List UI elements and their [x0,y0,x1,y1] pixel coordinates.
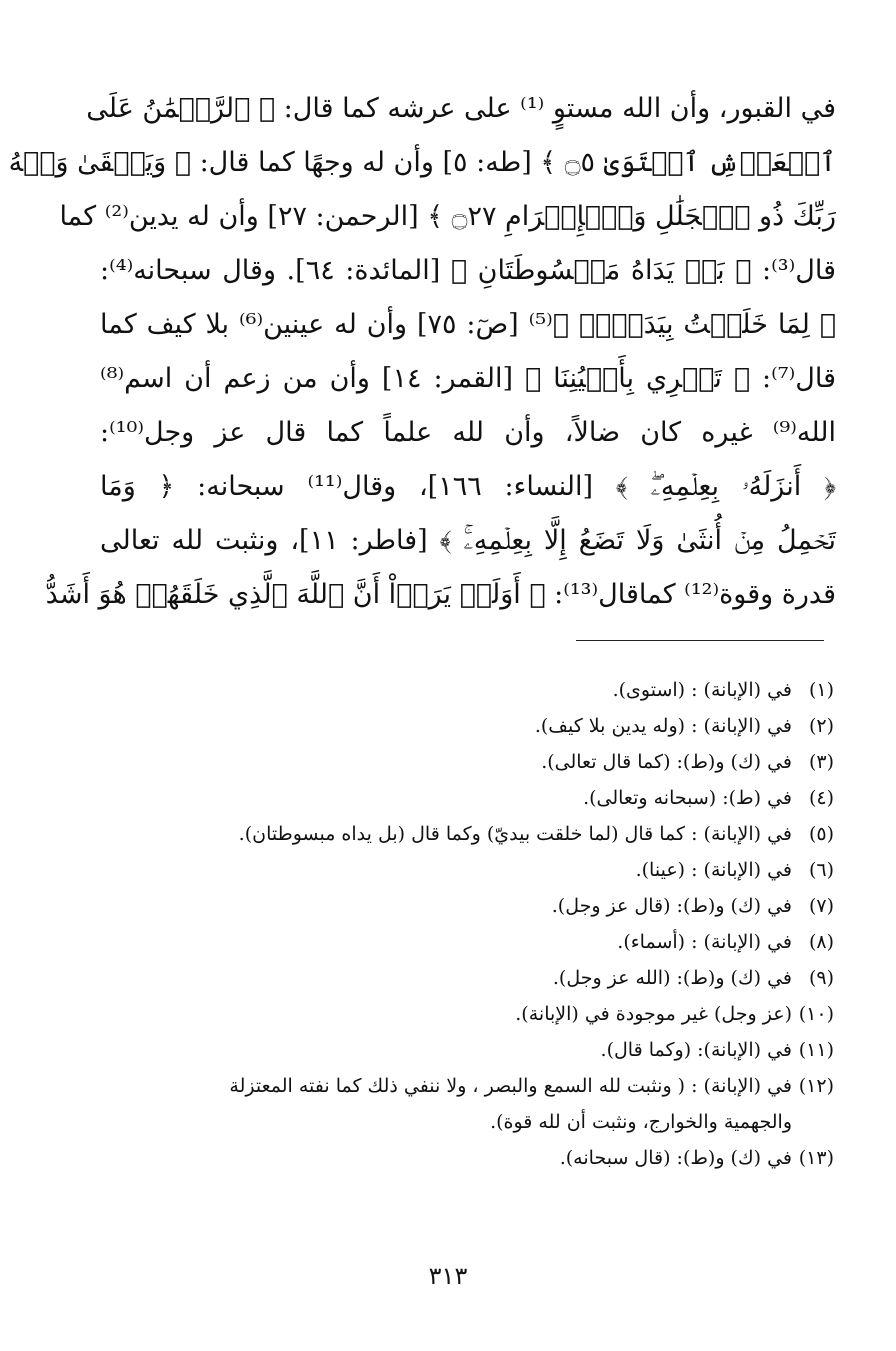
footnote [94,996,834,1032]
footnote-number: (١٢) [798,1075,834,1097]
footnote-number: (٧) [808,895,834,917]
footnote-text: في (ك) و(ط): (قال سبحانه). [559,1147,792,1169]
main-text [8,82,837,622]
footnote-text: (عز وجل) غير موجودة في (الإبانة). [515,1003,792,1025]
footnote-number: (٩) [808,967,834,989]
footnote-number: (١١) [798,1039,834,1061]
page-number: ٣١٣ [428,1262,468,1290]
footnote-number: (٤) [808,787,834,809]
footnote-number: (٦) [808,859,834,881]
text-line: رَبِّكَ ذُو ٱلۡجَلَٰلِ وَٱلۡإِكۡرَامِ ۝٢٧ ﴾ [الرحمن: ٢٧] وأن له يدين⁽²⁾ كما [59,201,836,232]
footnote-text: في (الإبانة) : (استوى). [612,679,792,701]
footnote-text: في (ك) و(ط): (الله عز وجل). [552,967,792,989]
text-line: تَحۡمِلُ مِنۡ أُنثَىٰ وَلَا تَضَعُ إِلَّا بِعِلۡمِهِۦۚ ﴾ [فاطر: ١١]، ونثبت لله تعالى [100,525,837,556]
text-line: قدرة وقوة⁽¹²⁾ كماقال⁽¹³⁾: ﴿ أَوَلَمۡ يَرَوۡاْ أَنَّ ٱللَّهَ ٱلَّذِي خَلَقَهُمۡ هُوَ أَشَدُّ [45,579,836,610]
footnote [94,960,834,996]
footnote [94,852,834,888]
footnote-text: في (ط): (سبحانه وتعالى). [583,787,792,809]
footnote-text: في (الإبانة) : (أسماء). [617,931,792,953]
text-line: قال⁽³⁾: ﴿ بَلۡ يَدَاهُ مَبۡسُوطَتَانِ ﴾ [المائدة: ٦٤]. وقال سبحانه⁽⁴⁾: [100,255,836,286]
footnote-text: في (الإبانة) : (وله يدين بلا كيف). [534,715,792,737]
footnote [94,1068,834,1104]
text-line: ﴿ أَنزَلَهُۥ بِعِلۡمِهِۦۖ ﴾ [النساء: ١٦٦]، وقال⁽¹¹⁾ سبحانه: ﴿ وَمَا [100,471,836,502]
footnote-number: (١٠) [798,1003,834,1025]
footnote [94,672,834,708]
footnotes [94,672,834,1176]
text-line: الله⁽⁹⁾ غيره كان ضالاً، وأن لله علماً كما قال عز وجل⁽¹⁰⁾: [100,417,836,448]
footnote [94,924,834,960]
footnote [94,1140,834,1176]
footnote-number: (١) [808,679,834,701]
footnote-divider [576,640,824,641]
text-line: ﴿ لِمَا خَلَقۡتُ بِيَدَيَّۖ ﴾⁽⁵⁾ [صٓ: ٧٥] وأن له عينين⁽⁶⁾ بلا كيف كما [100,309,836,340]
footnote-text: في (ك) و(ط): (قال عز وجل). [551,895,792,917]
footnote [94,888,834,924]
text-line: ٱلۡعَرۡشِ ٱسۡتَوَىٰ ۝٥ ﴾ [طه: ٥] وأن له وجهًا كما قال: ﴿ وَيَبۡقَىٰ وَجۡهُ [8,147,836,178]
footnote-continuation: والجهمية والخوارج، ونثبت أن لله قوة). [490,1111,792,1133]
footnote [94,780,834,816]
footnote-text: في (الإبانة): (وكما قال). [600,1039,792,1061]
footnote-text: في (الإبانة) : ( ونثبت لله السمع والبصر ، ولا ننفي ذلك كما نفته المعتزلة [229,1075,792,1097]
footnote-number: (٨) [808,931,834,953]
footnote-number: (١٣) [798,1147,834,1169]
footnote [94,1032,834,1068]
footnote-text: في (الإبانة) : كما قال (لما خلقت بيديّ) وكما قال (بل يداه مبسوطتان). [238,823,792,845]
footnote-number: (٢) [808,715,834,737]
footnote-text: في (الإبانة) : (عينا). [635,859,792,881]
footnote-number: (٣) [808,751,834,773]
footnote-number: (٥) [808,823,834,845]
footnote-text: في (ك) و(ط): (كما قال تعالى). [541,751,792,773]
text-line: قال⁽⁷⁾: ﴿ تَجۡرِي بِأَعۡيُنِنَا ﴾ [القمر: ١٤] وأن من زعم أن اسم⁽⁸⁾ [100,363,836,394]
footnote [94,708,834,744]
text-line: في القبور، وأن الله مستوٍ ⁽¹⁾ على عرشه كما قال: ﴿ ٱلرَّحۡمَٰنُ عَلَى [86,93,836,124]
footnote [94,816,834,852]
footnote [94,744,834,780]
